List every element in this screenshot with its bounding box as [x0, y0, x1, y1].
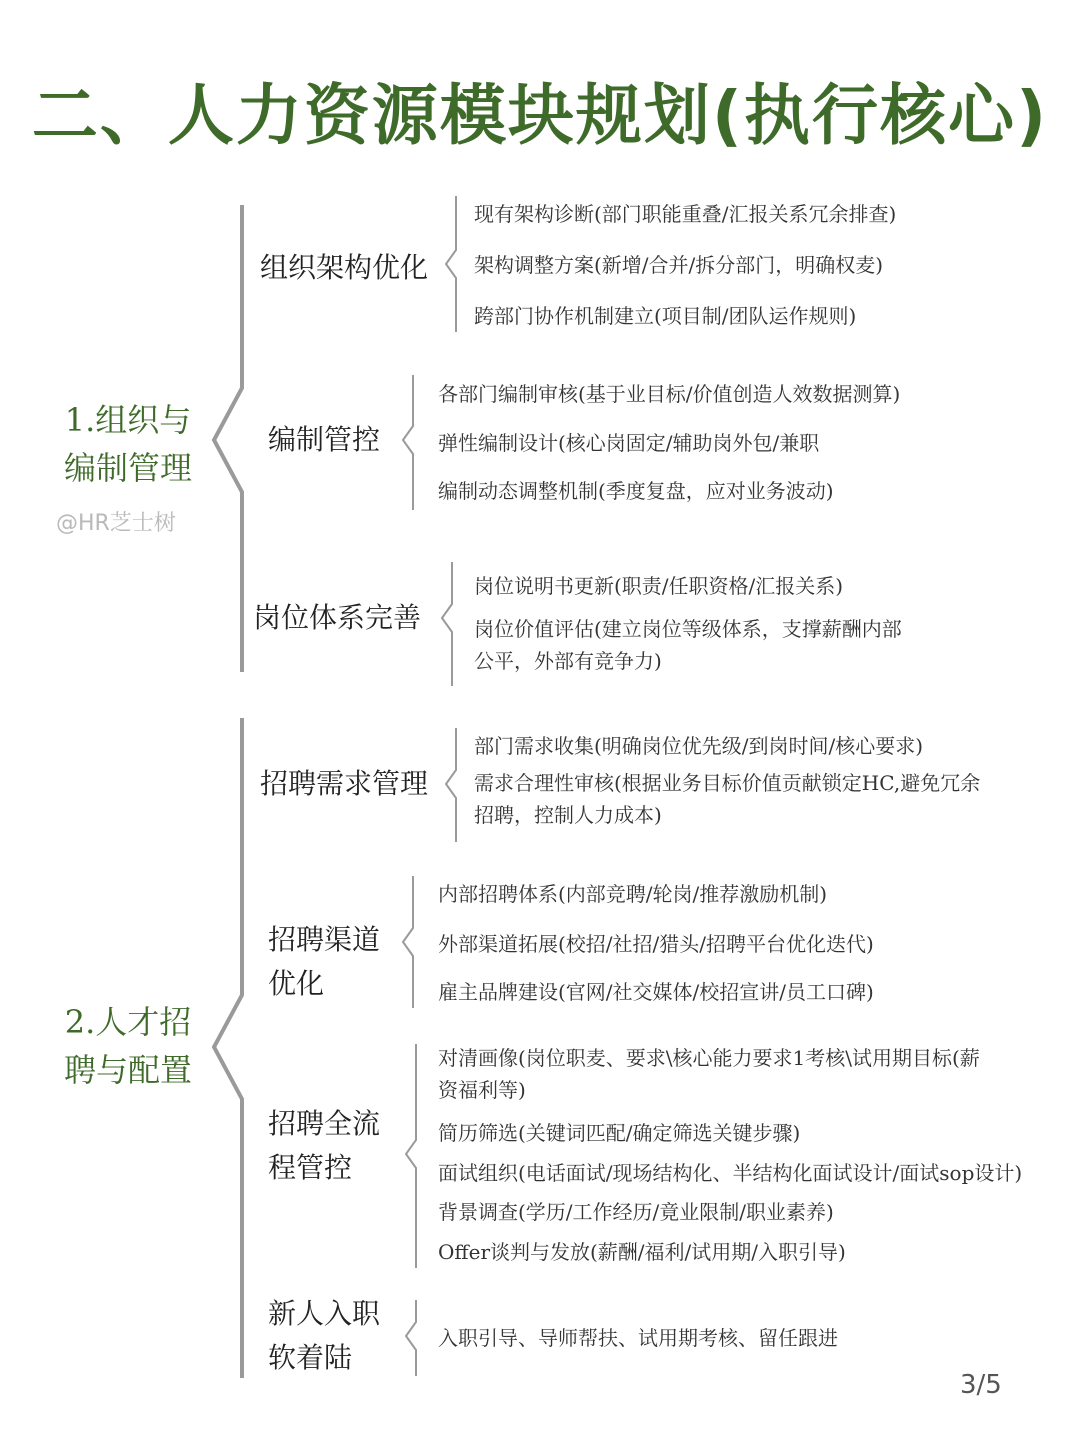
group-4-bracket: [446, 728, 456, 842]
list-item: 岗位说明书更新(职责/任职资格/汇报关系): [474, 574, 844, 598]
list-item: 外部渠道拓展(校招/社招/猎头/招聘平台优化迭代): [438, 932, 874, 956]
section-2-label-line2: 聘与配置: [63, 1051, 192, 1089]
section-1-label-line2: 编制管理: [63, 449, 192, 487]
section-1-bracket: [214, 205, 242, 672]
group-onboarding: [268, 1292, 380, 1380]
list-item: 现有架构诊断(部门职能重叠/汇报关系冗余排查): [474, 202, 897, 226]
section-2-label-line1: 2.人才招: [64, 1003, 192, 1041]
list-item: 面试组织(电话面试/现场结构化、半结构化面试设计/面试sop设计): [438, 1161, 1023, 1185]
group-6-bracket: [406, 1044, 416, 1268]
list-item: 对清画像(岗位职麦、要求\核心能力要求1考核\试用期目标(薪资福利等): [438, 1046, 980, 1102]
page-title: 二、人力资源模块规划(执行核心): [31, 77, 1049, 154]
group-recruit-channel-line2: 优化: [268, 967, 325, 1000]
list-item: 架构调整方案(新增/合并/拆分部门，明确权麦): [474, 253, 884, 277]
watermark: @HR芝士树: [56, 511, 176, 536]
section-2-bracket: [214, 718, 242, 1378]
list-item: 各部门编制审核(基于业目标/价值创造人效数据测算): [438, 382, 901, 406]
section-1-label-line1: 1.组织与: [64, 401, 192, 439]
list-item: 弹性编制设计(核心岗固定/辅助岗外包/兼职: [438, 431, 820, 455]
list-item: 部门需求收集(明确岗位优先级/到岗时间/核心要求): [474, 734, 924, 758]
list-item: 需求合理性审核(根据业务目标价值贡献锁定HC,避免冗余招聘，控制人力成本): [474, 771, 981, 827]
group-7-bracket: [406, 1300, 416, 1376]
group-onboarding-line2: 软着陆: [268, 1341, 353, 1374]
section-2-label: [48, 998, 208, 1094]
group-headcount-control: 编制管控: [268, 423, 381, 456]
group-1-bracket: [446, 196, 456, 332]
group-recruit-process: [268, 1102, 380, 1190]
list-item: 内部招聘体系(内部竞聘/轮岗/推荐激励机制): [438, 882, 828, 906]
group-recruit-process-line2: 程管控: [268, 1151, 353, 1184]
list-item: 编制动态调整机制(季度复盘，应对业务波动): [438, 479, 834, 503]
group-5-bracket: [403, 876, 413, 1008]
group-org-structure: 组织架构优化: [260, 251, 429, 284]
list-item: 雇主品牌建设(官网/社交媒体/校招宣讲/员工口碑): [438, 980, 874, 1004]
group-onboarding-line1: 新人入职: [268, 1297, 381, 1330]
list-item: 岗位价值评估(建立岗位等级体系，支撑薪酬内部公平，外部有竞争力): [474, 617, 902, 673]
group-recruit-demand: 招聘需求管理: [260, 767, 429, 800]
group-recruit-channel-line1: 招聘渠道: [268, 923, 381, 956]
group-recruit-process-line1: 招聘全流: [268, 1107, 381, 1140]
section-1-label: [48, 396, 208, 492]
group-job-system: 岗位体系完善: [253, 601, 422, 634]
list-item: 入职引导、导师帮扶、试用期考核、留任跟进: [438, 1326, 838, 1350]
list-item: 简历筛选(关键词匹配/确定筛选关键步骤): [438, 1121, 801, 1145]
group-2-bracket: [403, 375, 413, 510]
group-3-bracket: [442, 562, 452, 686]
group-recruit-channel: [268, 918, 380, 1006]
list-item: Offer谈判与发放(薪酬/福利/试用期/入职引导): [438, 1240, 846, 1264]
list-item: 背景调查(学历/工作经历/竟业限制/职业素养): [438, 1200, 834, 1224]
page-indicator: 3/5: [960, 1370, 1002, 1400]
list-item: 跨部门协作机制建立(项目制/团队运作规则): [474, 304, 857, 328]
